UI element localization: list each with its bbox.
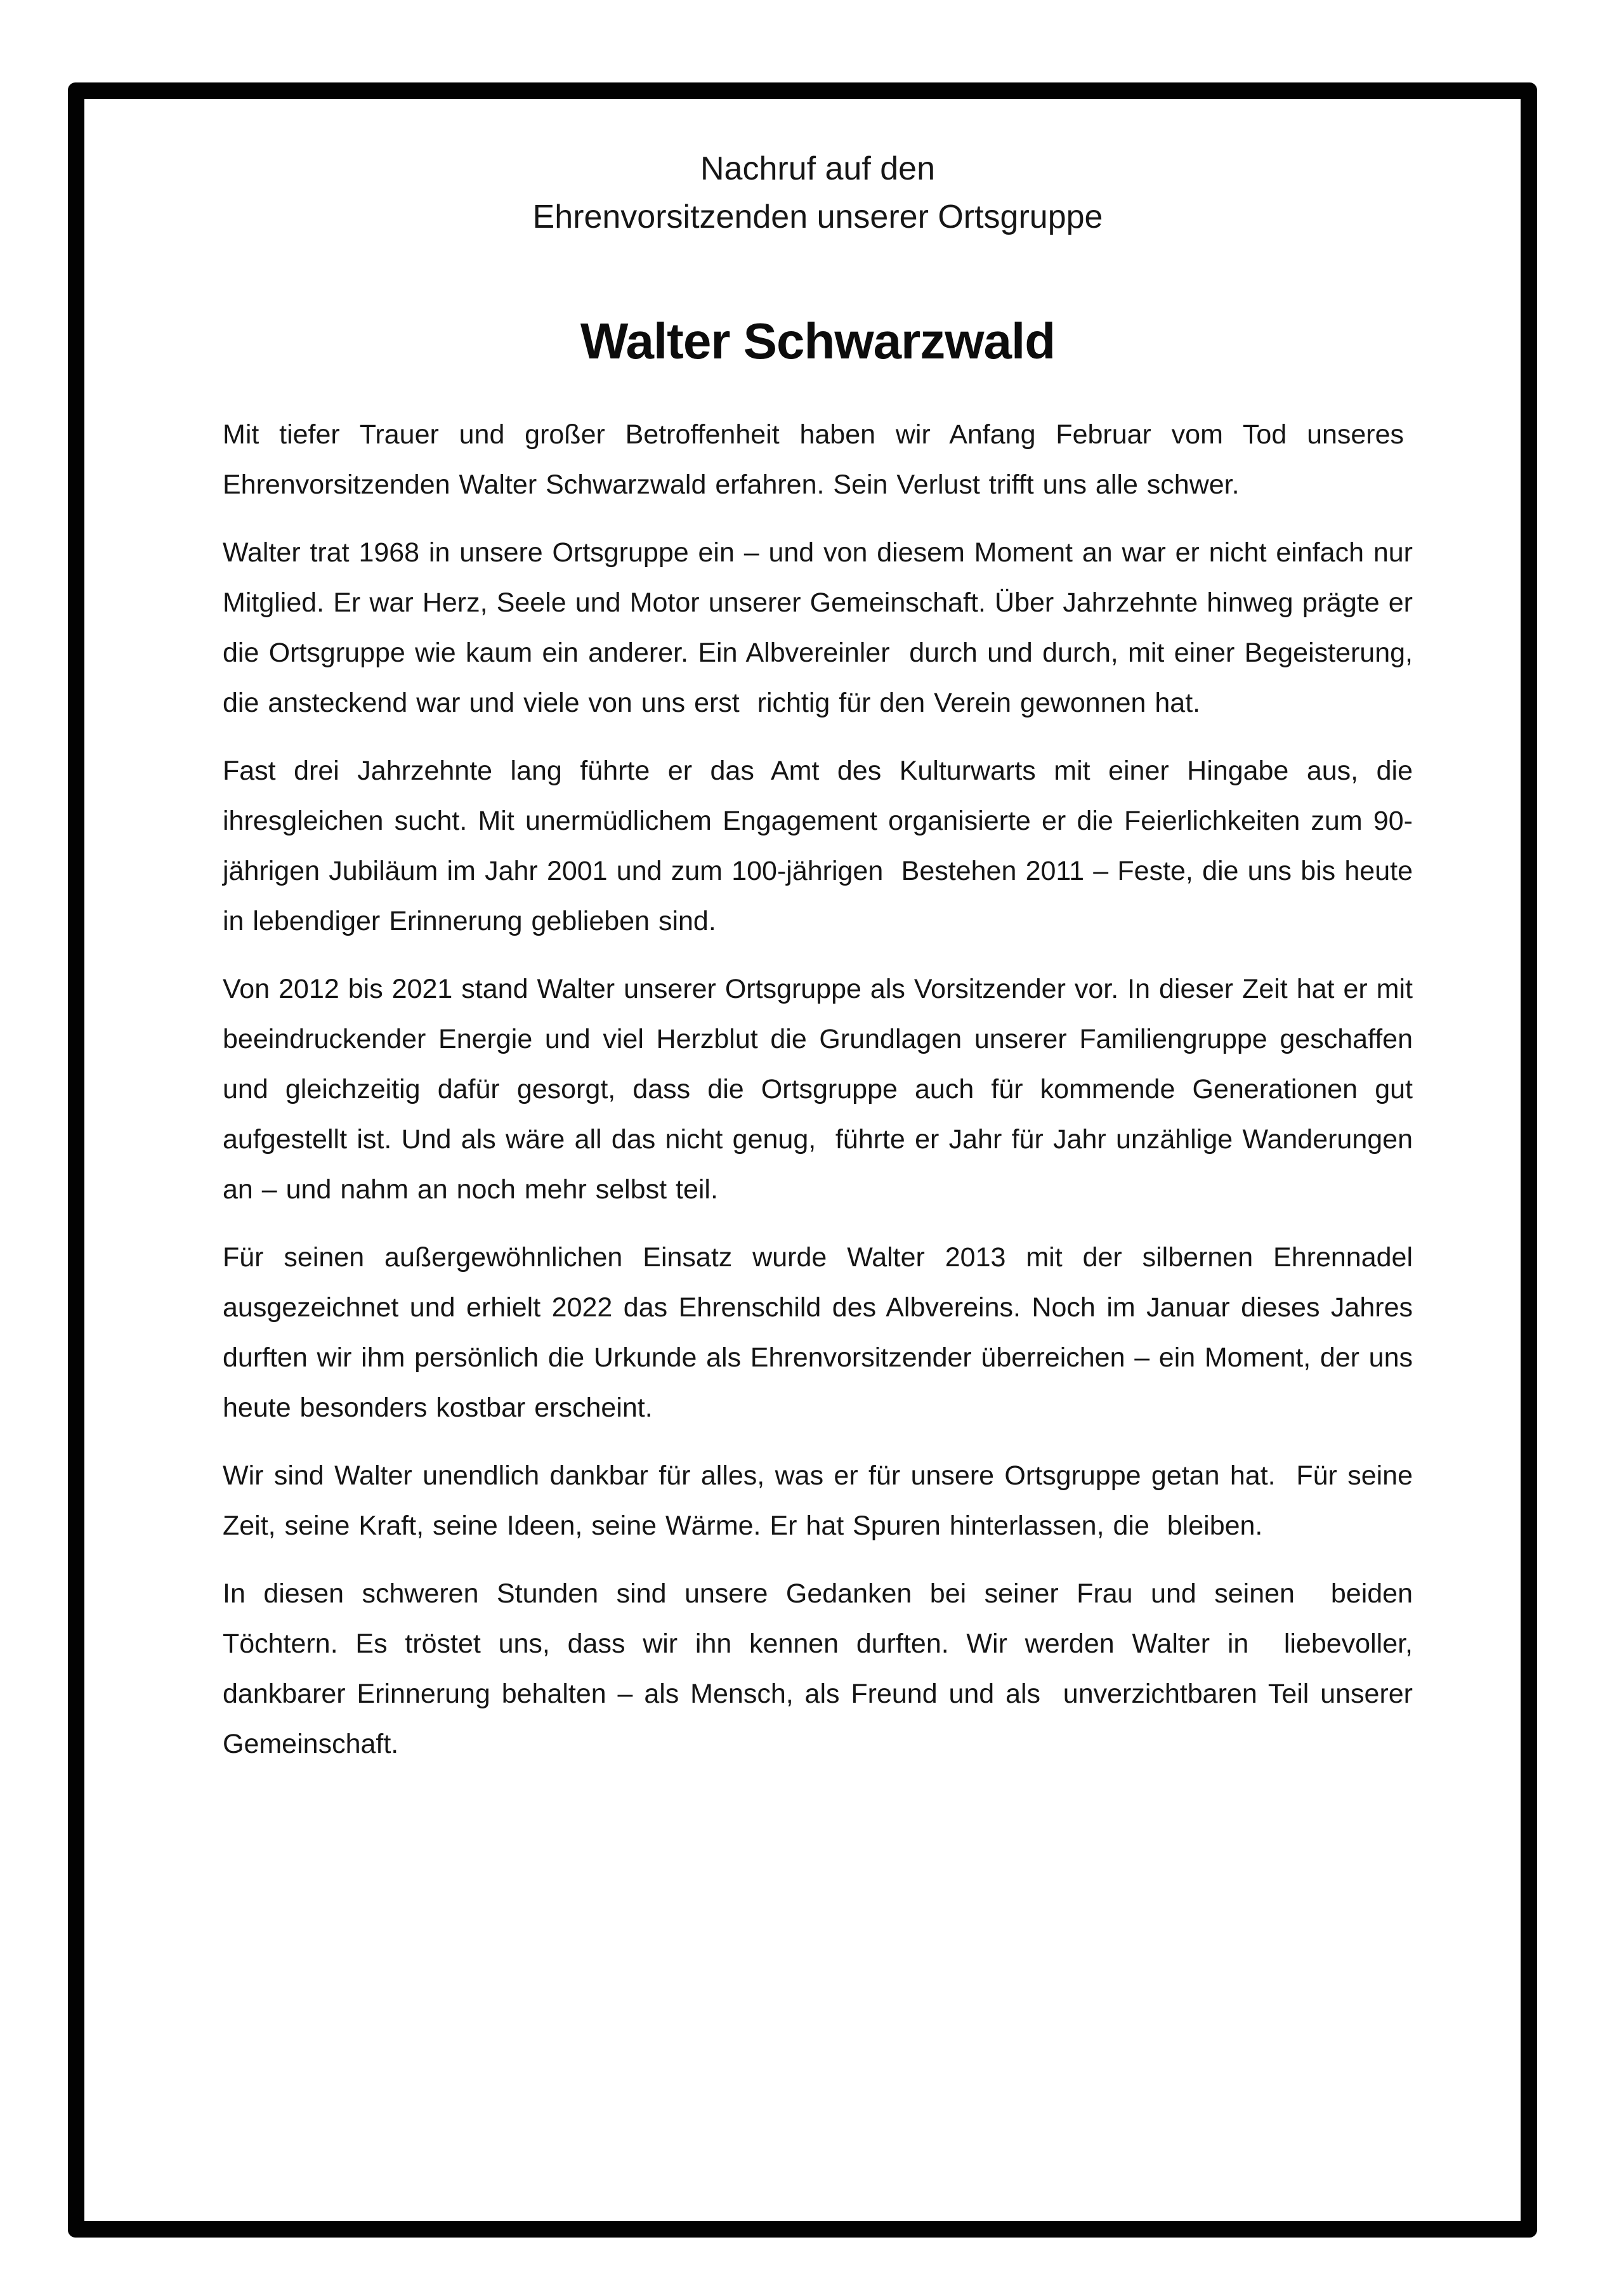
paragraph-membership: Walter trat 1968 in unsere Ortsgruppe ein – und von diesem Moment an war er nicht einfach nur Mitglied. Er war Herz, Seele und Motor unserer Gemeinschaft. Über Jahrzehnte hinweg prägte er die Ortsgruppe wie kaum ein anderer. Ein Albvereinler durch und durch, mit einer Begeisterung, die ansteckend war und viele von uns erst richtig für den Verein gewonnen hat. — [223, 537, 1413, 718]
header-line-1: Nachruf auf den — [700, 150, 936, 187]
obituary-paragraphs — [223, 410, 1413, 1769]
document-header — [223, 145, 1413, 241]
deceased-name-title: Walter Schwarzwald — [580, 313, 1056, 369]
paragraph-ehrungen: Für seinen außergewöhnlichen Einsatz wurde Walter 2013 mit der silbernen Ehrennadel ausgezeichnet und erhielt 2022 das Ehrenschild des Albvereins. Noch im Januar dieses Jahres durften wir ihm persönlich die Urkunde als Ehrenvorsitzender überreichen – ein Moment, der uns heute besonders kostbar erscheint. — [223, 1242, 1413, 1423]
paragraph-intro: Mit tiefer Trauer und großer Betroffenheit haben wir Anfang Februar vom Tod unseres Ehrenvorsitzenden Walter Schwarzwald erfahren. Sein Verlust trifft uns alle schwer. — [223, 419, 1413, 500]
header-line-2: Ehrenvorsitzenden unserer Ortsgruppe — [532, 199, 1103, 235]
paragraph-vorsitzender: Von 2012 bis 2021 stand Walter unserer Ortsgruppe als Vorsitzender vor. In dieser Zeit hat er mit beeindruckender Energie und viel Herzblut die Grundlagen unserer Familiengruppe geschaffen und gleichzeitig dafür gesorgt, dass die Ortsgruppe auch für kommende Generationen gut aufgestellt ist. Und als wäre all das nicht genug, führte er Jahr für Jahr unzählige Wanderungen an – und nahm an noch mehr selbst teil. — [223, 974, 1413, 1205]
paragraph-abschied: In diesen schweren Stunden sind unsere Gedanken bei seiner Frau und seinen beiden Töchtern. Es tröstet uns, dass wir ihn kennen durften. Wir werden Walter in liebevoller, dankbarer Erinnerung behalten – als Mensch, als Freund und als unverzichtbaren Teil unserer Gemeinschaft. — [223, 1578, 1413, 1759]
paragraph-kulturwart: Fast drei Jahrzehnte lang führte er das Amt des Kulturwarts mit einer Hingabe aus, die ihresgleichen sucht. Mit unermüdlichem Engagement organisierte er die Feierlichkeiten zum 90-jährigen Jubiläum im Jahr 2001 und zum 100-jährigen Bestehen 2011 – Feste, die uns bis heute in lebendiger Erinnerung geblieben sind. — [223, 756, 1413, 936]
paragraph-dank: Wir sind Walter unendlich dankbar für alles, was er für unsere Ortsgruppe getan hat. Für seine Zeit, seine Kraft, seine Ideen, seine Wärme. Er hat Spuren hinterlassen, die bleiben. — [223, 1460, 1413, 1541]
page-border-frame — [68, 82, 1537, 2238]
document-content — [84, 99, 1521, 2221]
